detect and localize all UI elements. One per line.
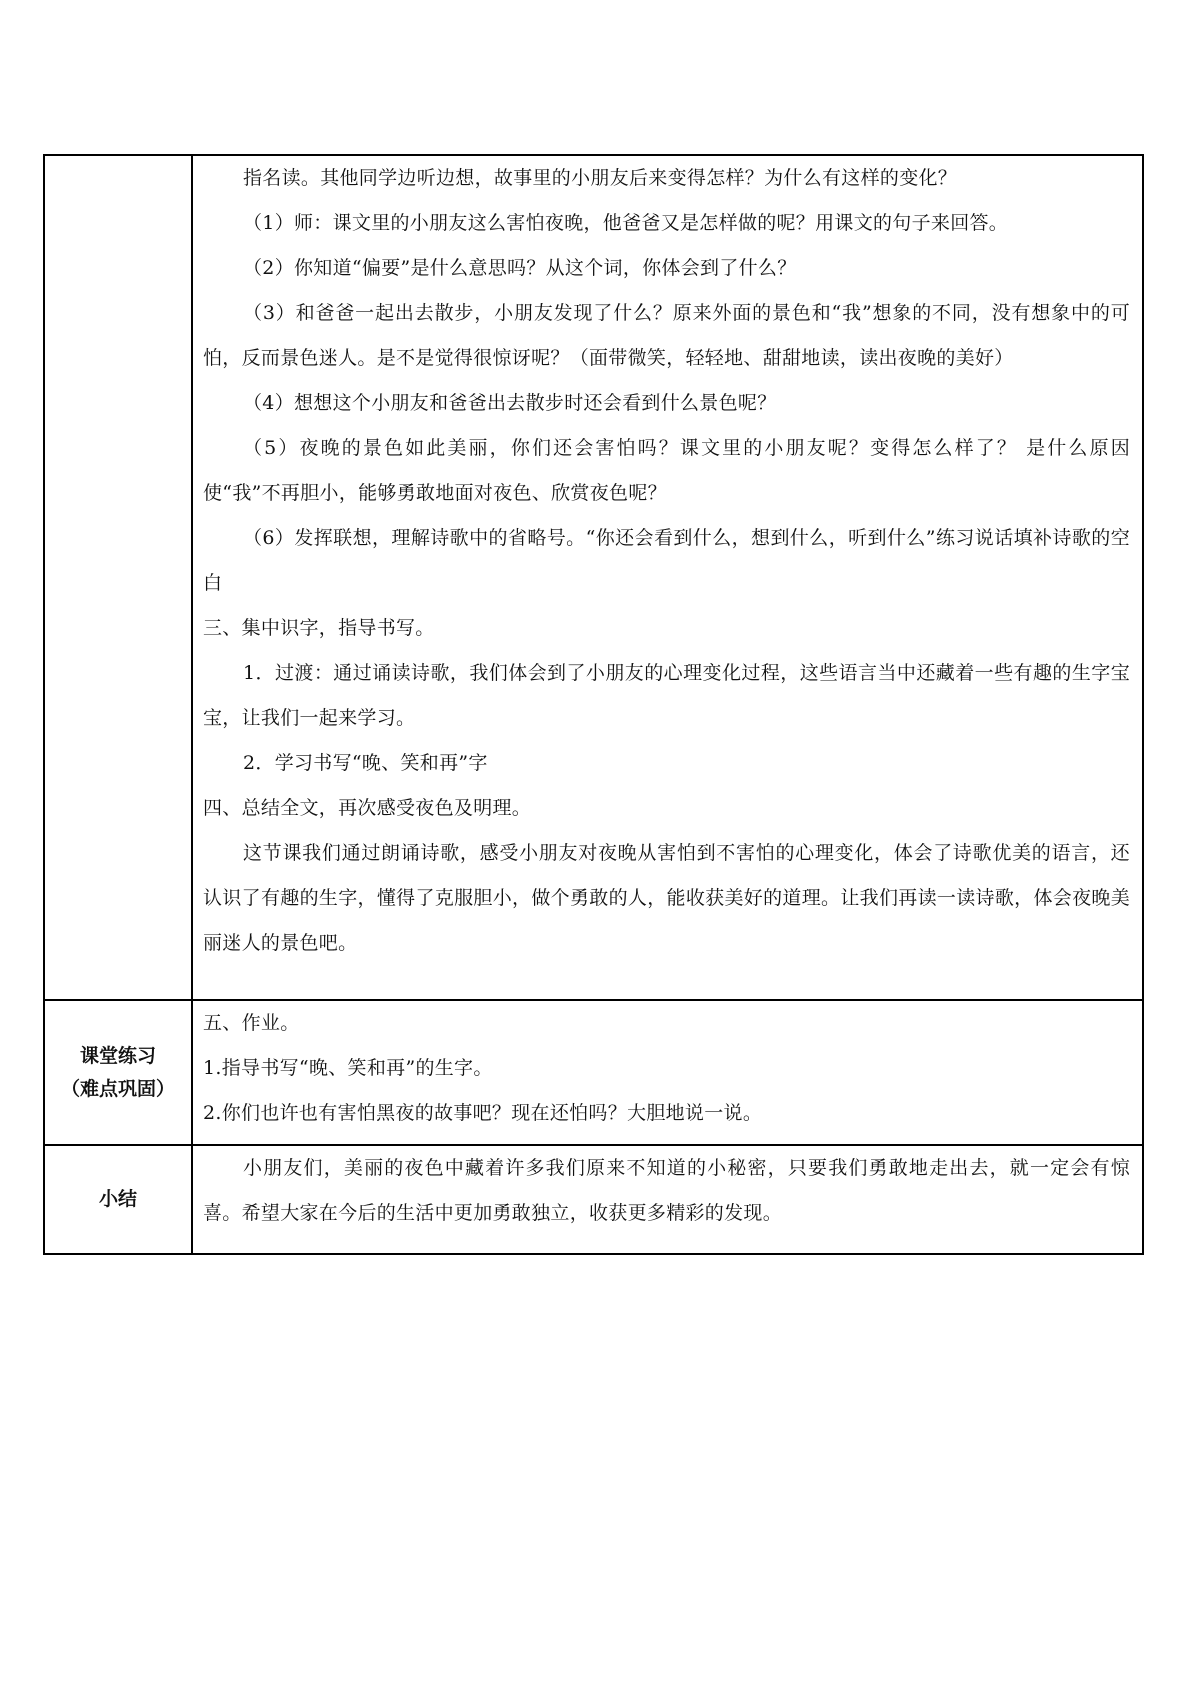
teaching-process-row	[44, 155, 1143, 1000]
practice-label-cell	[44, 1000, 192, 1145]
section-heading-literacy: 三、集中识字，指导书写。	[203, 617, 435, 639]
practice-row	[44, 1000, 1143, 1145]
paragraph-writing-practice: 2．学习书写“晚、笑和再”字	[243, 752, 488, 774]
teaching-process-label-cell	[44, 155, 192, 1000]
section-heading-summary: 四、总结全文，再次感受夜色及明理。	[203, 797, 532, 819]
homework-item-2: 2.你们也许也有害怕黑夜的故事吧？现在还怕吗？大胆地说一说。	[203, 1102, 763, 1124]
paragraph-intro: 指名读。其他同学边听边想，故事里的小朋友后来变得怎样？为什么有这样的变化？	[243, 167, 958, 189]
paragraph-conclusion: 这节课我们通过朗诵诗歌，感受小朋友对夜晚从害怕到不害怕的心理变化，体会了诗歌优美的语言，还认识了有趣的生字，懂得了克服胆小，做个勇敢的人，能收获美好的道理。让我们再读一读诗歌，体会夜晚美丽迷人的景色吧。	[203, 842, 1130, 954]
paragraph-question-5: （5）夜晚的景色如此美丽，你们还会害怕吗？课文里的小朋友呢？变得怎么样了？ 是什么原因使“我”不再胆小，能够勇敢地面对夜色、欣赏夜色呢？	[203, 437, 1130, 504]
summary-label: 小结	[98, 1188, 137, 1210]
summary-row	[44, 1145, 1143, 1254]
homework-item-1: 1.指导书写“晚、笑和再”的生字。	[203, 1057, 493, 1079]
paragraph-question-1: （1）师：课文里的小朋友这么害怕夜晚，他爸爸又是怎样做的呢？用课文的句子来回答。	[243, 212, 1009, 234]
paragraph-transition: 1．过渡：通过诵读诗歌，我们体会到了小朋友的心理变化过程，这些语言当中还藏着一些有趣的生字宝宝，让我们一起来学习。	[203, 662, 1130, 729]
summary-label-cell	[44, 1145, 192, 1254]
practice-label-subtitle: （难点巩固）	[60, 1077, 175, 1100]
practice-content	[192, 1000, 1143, 1145]
paragraph-question-3: （3）和爸爸一起出去散步，小朋友发现了什么？原来外面的景色和“我”想象的不同，没有想象中的可怕，反而景色迷人。是不是觉得很惊讶呢？（面带微笑，轻轻地、甜甜地读，读出夜晚的美好）	[203, 302, 1130, 369]
summary-content	[192, 1145, 1143, 1254]
practice-label-title: 课堂练习	[79, 1044, 156, 1067]
lesson-plan-table	[43, 154, 1144, 1255]
paragraph-question-6: （6）发挥联想，理解诗歌中的省略号。“你还会看到什么，想到什么，听到什么”练习说话填补诗歌的空白	[203, 527, 1130, 594]
homework-heading: 五、作业。	[203, 1012, 300, 1034]
teaching-process-content	[192, 155, 1143, 1000]
summary-paragraph: 小朋友们，美丽的夜色中藏着许多我们原来不知道的小秘密，只要我们勇敢地走出去，就一定会有惊喜。希望大家在今后的生活中更加勇敢独立，收获更多精彩的发现。	[203, 1157, 1130, 1224]
paragraph-question-2: （2）你知道“偏要”是什么意思吗？从这个词，你体会到了什么？	[243, 257, 797, 279]
paragraph-question-4: （4）想想这个小朋友和爸爸出去散步时还会看到什么景色呢？	[243, 392, 777, 414]
